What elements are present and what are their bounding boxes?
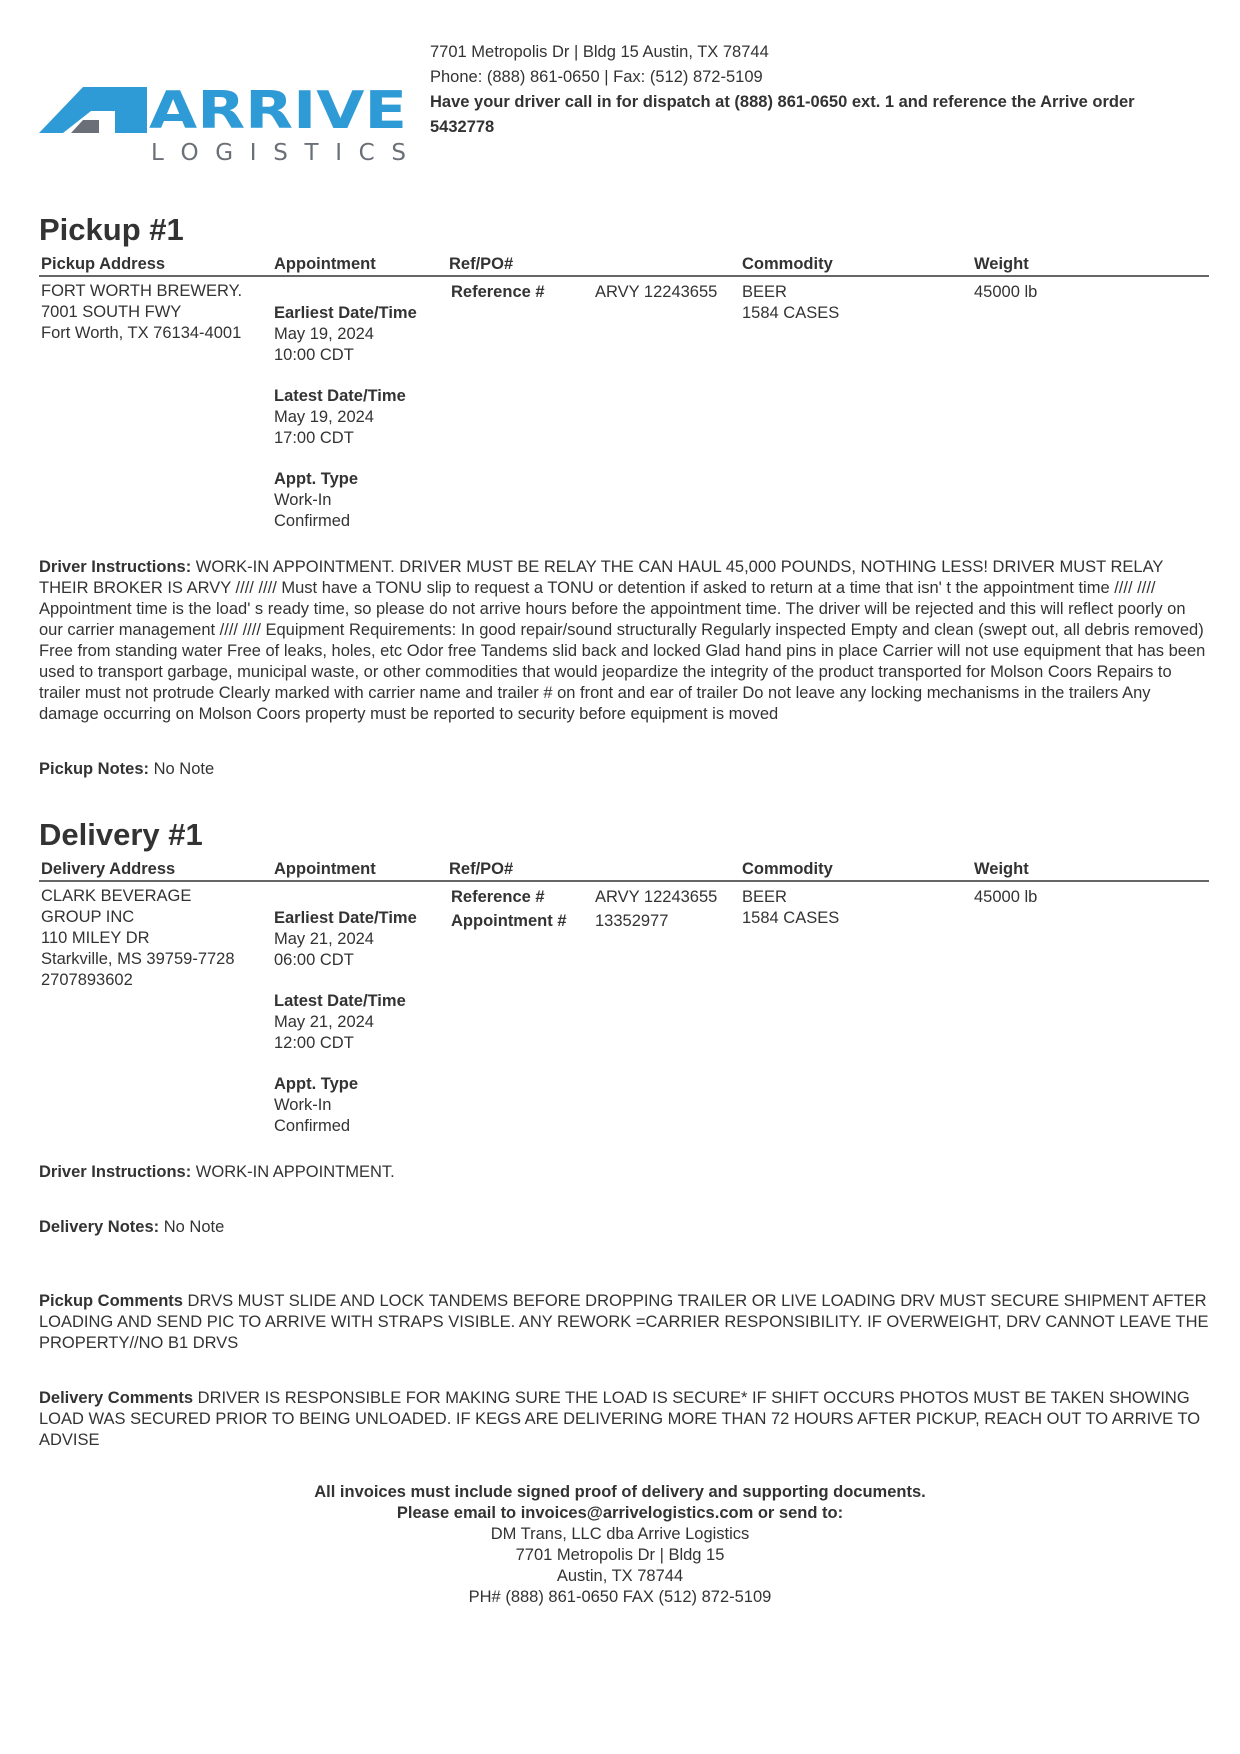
pickup-earliest-label: Earliest Date/Time xyxy=(274,304,417,322)
pickup-appt-status: Confirmed xyxy=(274,512,351,530)
delivery-ref-label: Reference # xyxy=(451,888,545,906)
pickup-notes-text: No Note xyxy=(153,760,215,778)
delivery-latest-date: May 21, 2024 xyxy=(274,1013,374,1031)
delivery-notes-label: Delivery Notes: xyxy=(39,1218,160,1236)
delivery-earliest-time: 06:00 CDT xyxy=(274,951,354,969)
footer-city: Austin, TX 78744 xyxy=(556,1567,684,1585)
pickup-ref-header: Ref/PO# xyxy=(449,255,514,273)
delivery-appointment-ref-label: Appointment # xyxy=(451,912,567,930)
delivery-ref-value: ARVY 12243655 xyxy=(595,888,718,906)
delivery-commodity-name: BEER xyxy=(742,888,787,906)
footer-email-instruction: Please email to invoices@arrivelogistics.com or send to: xyxy=(396,1504,844,1522)
delivery-driver-instructions xyxy=(39,1162,1209,1183)
pickup-comments xyxy=(39,1291,1209,1354)
pickup-latest-label: Latest Date/Time xyxy=(274,387,406,405)
pickup-commodity xyxy=(742,282,962,324)
pickup-latest-date: May 19, 2024 xyxy=(274,408,374,426)
pickup-notes-label: Pickup Notes: xyxy=(39,760,150,778)
pickup-appt-type xyxy=(274,469,444,532)
delivery-address-header: Delivery Address xyxy=(41,860,176,878)
pickup-appt-type-label: Appt. Type xyxy=(274,470,359,488)
pickup-latest-time: 17:00 CDT xyxy=(274,429,354,447)
pickup-commodity-header: Commodity xyxy=(742,255,833,273)
pickup-commodity-qty: 1584 CASES xyxy=(742,304,840,322)
company-phone: Phone: (888) 861-0650 | Fax: (512) 872-5109 xyxy=(430,68,763,86)
delivery-grid-header xyxy=(39,857,1209,882)
pickup-appt-type-value: Work-In xyxy=(274,491,332,509)
delivery-driver-instructions-text: WORK-IN APPOINTMENT. xyxy=(195,1163,395,1181)
pickup-comments-text: DRVS MUST SLIDE AND LOCK TANDEMS BEFORE DROPPING TRAILER OR LIVE LOADING DRV MUST SECURE SHIPMENT AFTER LOADING AND SEND PIC TO ARRIVE WITH STRAPS VISIBLE. ANY REWORK =CARRIER RESPONSIBILITY. IF OVERWEIGHT, DRV CANNOT LEAVE THE PROPERTY//NO B1 DRVS xyxy=(39,1292,1209,1352)
pickup-refs xyxy=(451,282,741,306)
delivery-earliest xyxy=(274,908,444,971)
delivery-appointment-ref-value: 13352977 xyxy=(595,912,669,930)
delivery-appt-type-label: Appt. Type xyxy=(274,1075,359,1093)
pickup-ref-value: ARVY 12243655 xyxy=(595,283,718,301)
delivery-commodity xyxy=(742,887,962,929)
delivery-address-line1: CLARK BEVERAGE GROUP INC xyxy=(41,887,192,926)
delivery-address-line2: 110 MILEY DR xyxy=(41,929,150,947)
delivery-appt-status: Confirmed xyxy=(274,1117,351,1135)
pickup-grid xyxy=(39,252,1209,547)
delivery-commodity-qty: 1584 CASES xyxy=(742,909,840,927)
pickup-latest xyxy=(274,386,444,449)
pickup-earliest-date: May 19, 2024 xyxy=(274,325,374,343)
delivery-weight: 45000 lb xyxy=(974,888,1038,906)
delivery-appt-type xyxy=(274,1074,444,1137)
footer-invoice-requirement: All invoices must include signed proof of delivery and supporting documents. xyxy=(314,1483,926,1501)
delivery-earliest-date: May 21, 2024 xyxy=(274,930,374,948)
pickup-address xyxy=(41,281,261,344)
header xyxy=(39,40,1210,180)
pickup-earliest-time: 10:00 CDT xyxy=(274,346,354,364)
delivery-latest xyxy=(274,991,444,1054)
pickup-address-line3: Fort Worth, TX 76134-4001 xyxy=(41,324,242,342)
delivery-title: Delivery #1 xyxy=(39,817,203,852)
logo-sub-text: L O G I S T I C S xyxy=(151,140,406,166)
pickup-commodity-name: BEER xyxy=(742,283,787,301)
delivery-notes xyxy=(39,1217,1209,1238)
footer-company-name: DM Trans, LLC dba Arrive Logistics xyxy=(490,1525,750,1543)
delivery-ref-header: Ref/PO# xyxy=(449,860,514,878)
delivery-appointment xyxy=(274,908,444,1157)
pickup-weight-header: Weight xyxy=(974,255,1029,273)
delivery-weight-header: Weight xyxy=(974,860,1029,878)
pickup-driver-instructions xyxy=(39,557,1209,725)
delivery-appt-type-value: Work-In xyxy=(274,1096,332,1114)
company-address: 7701 Metropolis Dr | Bldg 15 Austin, TX 78744 xyxy=(430,43,769,61)
pickup-address-line1: FORT WORTH BREWERY. xyxy=(41,282,243,300)
pickup-driver-instructions-label: Driver Instructions: xyxy=(39,558,192,576)
company-info xyxy=(430,40,1150,140)
pickup-ref-label: Reference # xyxy=(451,283,545,301)
delivery-refs xyxy=(451,887,741,935)
dispatch-instructions: Have your driver call in for dispatch at (888) 861-0650 ext. 1 and reference the Arrive order 5432778 xyxy=(430,93,1135,136)
delivery-comments-text: DRIVER IS RESPONSIBLE FOR MAKING SURE THE LOAD IS SECURE* IF SHIFT OCCURS PHOTOS MUST BE TAKEN SHOWING LOAD WAS SECURED PRIOR TO BEING UNLOADED. IF KEGS ARE DELIVERING MORE THAN 72 HOURS AFTER PICKUP, REACH OUT TO ARRIVE TO ADVISE xyxy=(39,1389,1201,1449)
footer-phone-fax: PH# (888) 861-0650 FAX (512) 872-5109 xyxy=(468,1588,772,1606)
invoice-footer xyxy=(0,1482,1240,1608)
arrive-logistics-logo xyxy=(39,68,411,168)
delivery-comments-label: Delivery Comments xyxy=(39,1389,194,1407)
pickup-driver-instructions-text: WORK-IN APPOINTMENT. DRIVER MUST BE RELAY THE CAN HAUL 45,000 POUNDS, NOTHING LESS! DRIVER MUST RELAY THEIR BROKER IS ARVY //// //// Must have a TONU slip to request a TONU or detention if asked to return at a time that isn' t the appointment time //// //// Appointment time is the load' s ready time, so please do not arrive hours before the appointment time. The driver will be rejected and this will reflect poorly on our carrier management //// //// Equipment Requirements: In good repair/sound structurally Regularly inspected Empty and clean (swept out, all debris removed) Free from standing water Free of leaks, holes, etc Odor free Tandems slid back and locked Glad hand pins in place Carrier will not use equipment that has been used to transport garbage, municipal waste, or other commodities that would jeopardize the integrity of the product transported for Molson Coors Repairs to trailer must not protrude Clearly marked with carrier name and trailer # on front and ear of trailer Do not leave any locking mechanisms in the trailers Any damage occurring on Molson Coors property must be reported to security before equipment is moved xyxy=(39,558,1206,723)
delivery-earliest-label: Earliest Date/Time xyxy=(274,909,417,927)
pickup-weight: 45000 lb xyxy=(974,283,1038,301)
footer-street: 7701 Metropolis Dr | Bldg 15 xyxy=(515,1546,725,1564)
pickup-appointment-header: Appointment xyxy=(274,255,376,273)
pickup-title: Pickup #1 xyxy=(39,212,184,247)
delivery-grid xyxy=(39,857,1209,1152)
delivery-address-line3: Starkville, MS 39759-7728 xyxy=(41,950,235,968)
pickup-earliest xyxy=(274,303,444,366)
delivery-appointment-header: Appointment xyxy=(274,860,376,878)
pickup-appointment xyxy=(274,303,444,552)
logo-brand-text: ARRIVE xyxy=(149,81,407,141)
delivery-commodity-header: Commodity xyxy=(742,860,833,878)
delivery-grid-body xyxy=(39,882,1209,1152)
delivery-ref-row xyxy=(451,887,741,911)
delivery-driver-instructions-label: Driver Instructions: xyxy=(39,1163,192,1181)
delivery-notes-text: No Note xyxy=(163,1218,225,1236)
delivery-comments xyxy=(39,1388,1209,1451)
delivery-latest-label: Latest Date/Time xyxy=(274,992,406,1010)
pickup-ref-row xyxy=(451,282,741,306)
pickup-notes xyxy=(39,759,1209,780)
pickup-address-line2: 7001 SOUTH FWY xyxy=(41,303,182,321)
pickup-comments-label: Pickup Comments xyxy=(39,1292,183,1310)
delivery-address xyxy=(41,886,251,991)
delivery-appointment-ref-row xyxy=(451,911,741,935)
pickup-grid-header xyxy=(39,252,1209,277)
delivery-phone: 2707893602 xyxy=(41,971,133,989)
pickup-grid-body xyxy=(39,277,1209,547)
delivery-latest-time: 12:00 CDT xyxy=(274,1034,354,1052)
pickup-address-header: Pickup Address xyxy=(41,255,166,273)
